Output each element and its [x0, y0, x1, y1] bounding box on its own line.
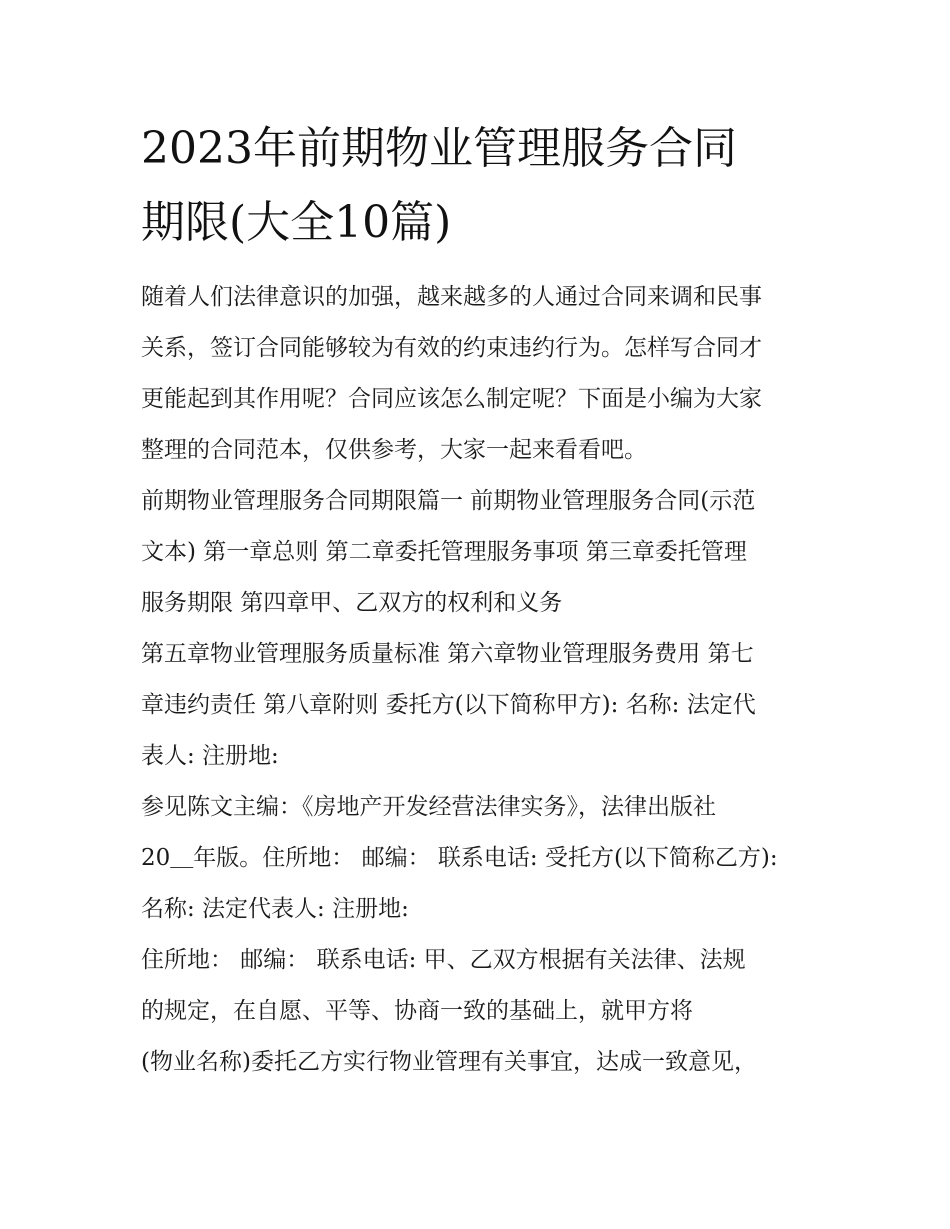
text-line: 第五章物业管理服务质量标准 第六章物业管理服务费用 第七	[141, 641, 754, 667]
intro-paragraph	[141, 272, 821, 476]
text-line: 关系，签订合同能够较为有效的约束违约行为。怎样写合同才	[141, 335, 762, 361]
title-line-2: 期限(大全10篇)	[141, 197, 452, 248]
text-line: 服务期限 第四章甲、乙双方的权利和义务	[141, 590, 563, 616]
text-line: 整理的合同范本，仅供参考，大家一起来看看吧。	[141, 437, 647, 463]
text-line: 前期物业管理服务合同期限篇一 前期物业管理服务合同(示范	[141, 488, 756, 514]
text-line: 参见陈文主编：《房地产开发经营法律实务》，法律出版社	[141, 794, 716, 820]
text-line: 的规定，在自愿、平等、协商一致的基础上，就甲方将	[141, 998, 693, 1024]
reference-paragraph	[141, 782, 821, 935]
contents-paragraph	[141, 476, 821, 629]
text-line: 20＿年版。住所地： 邮编： 联系电话: 受托方(以下简称乙方):	[141, 845, 778, 871]
title-line-1: 2023年前期物业管理服务合同	[141, 123, 737, 174]
document-title	[141, 112, 821, 260]
text-line: 更能起到其作用呢？合同应该怎么制定呢？下面是小编为大家	[141, 386, 762, 412]
text-line: 名称: 法定代表人: 注册地:	[141, 896, 409, 922]
chapters-paragraph	[141, 629, 821, 782]
text-line: (物业名称)委托乙方实行物业管理有关事宜，达成一致意见，	[141, 1049, 757, 1075]
text-line: 住所地： 邮编： 联系电话: 甲、乙双方根据有关法律、法规	[141, 947, 746, 973]
text-line: 表人: 注册地:	[141, 743, 279, 769]
document-content	[141, 112, 821, 1088]
agreement-paragraph	[141, 935, 821, 1088]
text-line: 随着人们法律意识的加强，越来越多的人通过合同来调和民事	[141, 284, 762, 310]
text-line: 章违约责任 第八章附则 委托方(以下简称甲方): 名称: 法定代	[141, 692, 756, 718]
text-line: 文本) 第一章总则 第二章委托管理服务事项 第三章委托管理	[141, 539, 747, 565]
